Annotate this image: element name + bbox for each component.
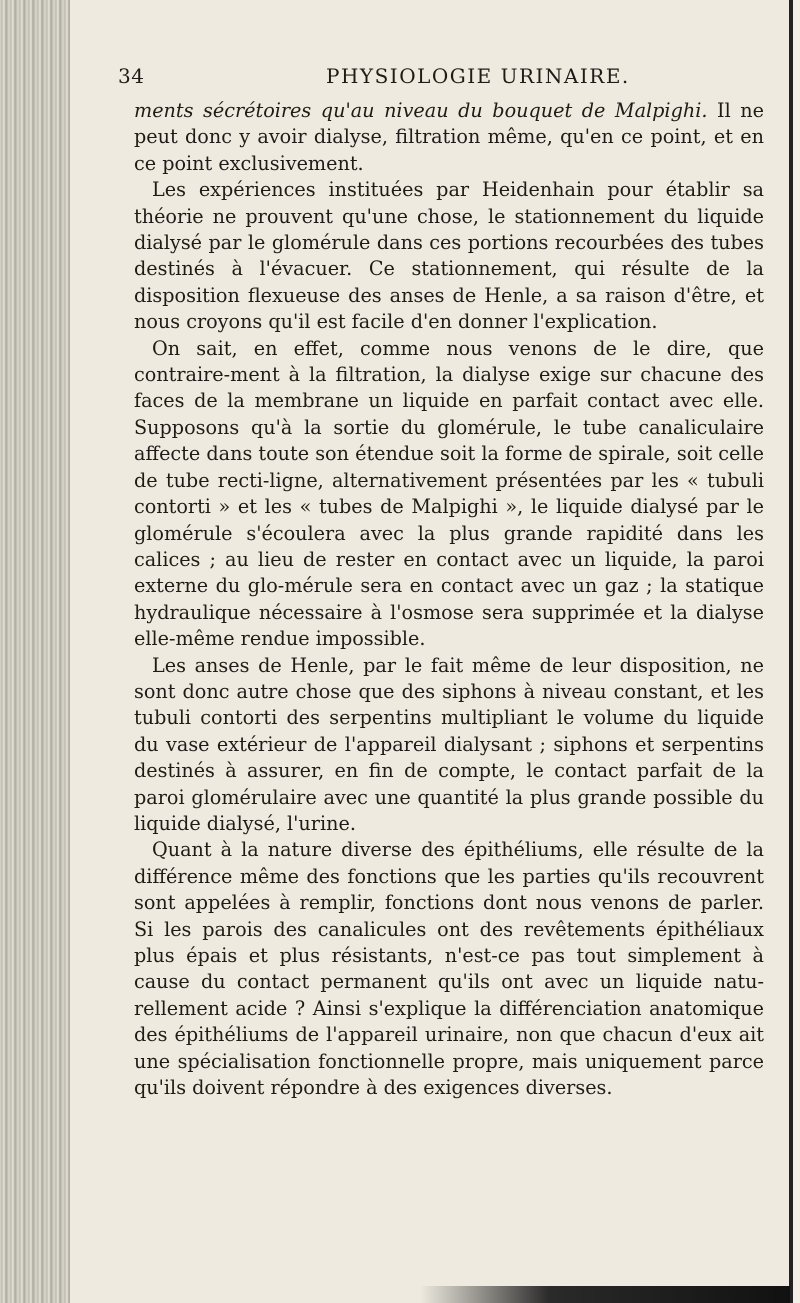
paragraph-text: Il ne peut donc y avoir dialyse, filtration même, qu'en ce point, et en ce point exclusivement. <box>134 99 764 175</box>
paragraph: Les anses de Henle, par le fait même de leur disposition, ne sont donc autre chose que des siphons à niveau constant, et les tubuli contorti des serpentins multipliant le volume du liquide du vase extérieur de l'appareil dialysant ; siphons et serpentins destinés à assurer, en fin de compte, le contact parfait de la paroi glomérulaire avec une quantité la plus grande possible du liquide dialysé, l'urine. <box>134 653 764 835</box>
page-bottom-shadow <box>420 1286 790 1303</box>
body-text <box>134 98 764 1101</box>
running-head: PHYSIOLOGIE URINAIRE. <box>326 64 630 88</box>
paragraph: Quant à la nature diverse des épithéliums, elle résulte de la différence même des fonctions que les parties qu'ils recouvrent sont appelées à remplir, fonctions dont nous venons de parler. Si les parois des canalicules ont des revêtements épithéliaux plus épais et plus résistants, n'est-ce pas tout simplement à cause du contact permanent qu'ils ont avec un liquide natu-rellement acide ? Ainsi s'explique la différenciation anatomique des épithéliums de l'appareil urinaire, non que chacun d'eux ait une spécialisation fonctionnelle propre, mais uniquement parce qu'ils doivent répondre à des exigences diverses. <box>134 838 764 1100</box>
page-header <box>118 64 768 96</box>
page-number: 34 <box>118 64 145 88</box>
page-binding-edge <box>0 0 70 1303</box>
paragraph: Les expériences instituées par Heidenhain pour établir sa théorie ne prouvent qu'une chose, le stationnement du liquide dialysé par le glomérule dans ces portions recourbées des tubes destinés à l'évacuer. Ce stationnement, qui résulte de la disposition flexueuse des anses de Henle, a sa raison d'être, et nous croyons qu'il est facile d'en donner l'explication. <box>134 178 764 334</box>
adjacent-page-margin <box>793 0 800 1303</box>
paragraph <box>134 98 764 177</box>
italic-phrase: ments sécrétoires qu'au niveau du bouquet de Malpighi. <box>134 99 708 122</box>
paragraph: On sait, en effet, comme nous venons de le dire, que contraire-ment à la filtration, la dialyse exige sur chacune des faces de la membrane un liquide en parfait contact avec elle. Supposons qu'à la sortie du glomérule, le tube canaliculaire affecte dans toute son étendue soit la forme de spirale, soit celle de tube recti-ligne, alternativement présentées par les « tubuli contorti » et les « tubes de Malpighi », le liquide dialysé par le glomérule s'écoulera avec la plus grande rapidité dans les calices ; au lieu de rester en contact avec un liquide, la paroi externe du glo-mérule sera en contact avec un gaz ; la statique hydraulique nécessaire à l'osmose sera supprimée et la dialyse elle-même rendue impossible. <box>134 336 764 651</box>
